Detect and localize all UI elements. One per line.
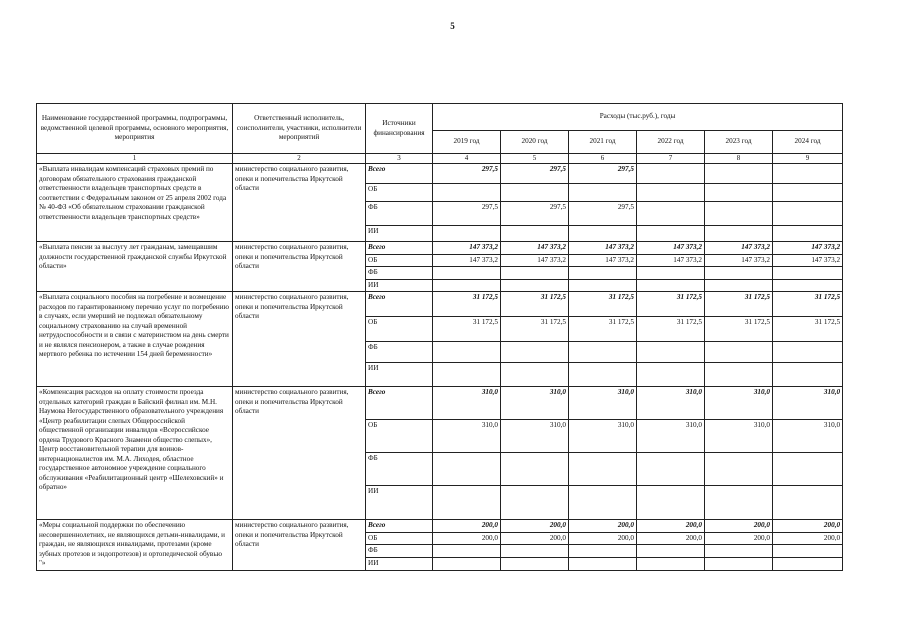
- funding-source-cell: ИИ: [366, 486, 433, 520]
- expense-value-cell: 297,5: [569, 202, 637, 226]
- expense-value-cell: [637, 545, 705, 558]
- header-program-name: Наименование государственной программы, подпрограммы, ведомственной целевой программы, основного мероприятия, мероприятия: [37, 104, 233, 154]
- program-name-cell: «Меры социальной поддержки по обеспечению несовершеннолетних, не являющихся детьми-инвалидами, и граждан, не являющихся инвалидами, протезами (кроме зубных протезов и эндопротезов) и ортопедической обувью "»: [37, 520, 233, 571]
- funding-source-cell: Всего: [366, 520, 433, 533]
- expense-value-cell: [705, 453, 773, 486]
- expense-value-cell: 200,0: [433, 532, 501, 545]
- funding-source-cell: ИИ: [366, 363, 433, 387]
- expense-value-cell: [433, 545, 501, 558]
- header-year-2020: 2020 год: [501, 131, 569, 154]
- expense-value-cell: [705, 184, 773, 202]
- expense-value-cell: 310,0: [569, 387, 637, 420]
- expense-value-cell: [705, 557, 773, 570]
- header-year-2019: 2019 год: [433, 131, 501, 154]
- expense-value-cell: 200,0: [773, 520, 843, 533]
- expense-value-cell: [433, 453, 501, 486]
- program-name-cell: «Выплата инвалидам компенсаций страховых премий по договорам обязательного страхования гражданской ответственности владельцев транспортных средств в соответствии с Федеральным законом от 25 апреля 2002 года № 40-ФЗ «Об обязательном страховании гражданской ответственности владельцев транспортных средств»: [37, 164, 233, 242]
- executor-cell: министерство социального развития, опеки и попечительства Иркутской области: [233, 164, 366, 242]
- expense-value-cell: 31 172,5: [637, 317, 705, 342]
- expense-value-cell: [569, 363, 637, 387]
- expense-value-cell: [569, 557, 637, 570]
- expense-value-cell: [773, 184, 843, 202]
- expense-value-cell: [433, 184, 501, 202]
- header-funding-source: Источники финансирования: [366, 104, 433, 154]
- expense-value-cell: [637, 486, 705, 520]
- expense-value-cell: 200,0: [773, 532, 843, 545]
- expense-value-cell: [773, 342, 843, 363]
- executor-cell: министерство социального развития, опеки и попечительства Иркутской области: [233, 387, 366, 520]
- expense-value-cell: 147 373,2: [705, 242, 773, 255]
- funding-source-cell: ОБ: [366, 317, 433, 342]
- expense-value-cell: [569, 453, 637, 486]
- expense-value-cell: 310,0: [433, 387, 501, 420]
- expense-value-cell: [433, 279, 501, 292]
- executor-cell: министерство социального развития, опеки и попечительства Иркутской области: [233, 242, 366, 292]
- expense-value-cell: [773, 363, 843, 387]
- expense-value-cell: [637, 184, 705, 202]
- expense-value-cell: 31 172,5: [501, 292, 569, 317]
- funding-source-cell: Всего: [366, 164, 433, 184]
- expense-value-cell: 147 373,2: [569, 254, 637, 267]
- expense-value-cell: 310,0: [501, 387, 569, 420]
- header-executor: Ответственный исполнитель, соисполнители, участники, исполнители мероприятий: [233, 104, 366, 154]
- expense-value-cell: [705, 164, 773, 184]
- expense-value-cell: 31 172,5: [773, 292, 843, 317]
- expense-value-cell: [637, 453, 705, 486]
- funding-source-cell: ОБ: [366, 254, 433, 267]
- expense-value-cell: [501, 453, 569, 486]
- funding-source-cell: ОБ: [366, 532, 433, 545]
- funding-source-cell: ОБ: [366, 420, 433, 453]
- table-row: [37, 292, 843, 317]
- expense-value-cell: 310,0: [705, 420, 773, 453]
- expense-value-cell: 31 172,5: [501, 317, 569, 342]
- column-number: 6: [569, 154, 637, 164]
- expense-value-cell: 31 172,5: [433, 317, 501, 342]
- expense-value-cell: 31 172,5: [705, 317, 773, 342]
- funding-source-cell: ИИ: [366, 557, 433, 570]
- expense-value-cell: 310,0: [433, 420, 501, 453]
- column-number: 1: [37, 154, 233, 164]
- expense-value-cell: 31 172,5: [637, 292, 705, 317]
- funding-source-cell: Всего: [366, 242, 433, 255]
- expense-value-cell: [637, 267, 705, 280]
- expense-value-cell: 200,0: [637, 532, 705, 545]
- expense-value-cell: [637, 202, 705, 226]
- expense-value-cell: 200,0: [501, 532, 569, 545]
- program-name-cell: «Выплата социального пособия на погребение и возмещение расходов по гарантированному перечню услуг по погребению в случаях, если умерший не подлежал обязательному социальному страхованию на случай временной нетрудоспособности и в связи с материнством на день смерти и не являлся пенсионером, а также в случае рождения мертвого ребенка по истечении 154 дней беременности»: [37, 292, 233, 387]
- expense-value-cell: 200,0: [501, 520, 569, 533]
- expense-value-cell: [569, 545, 637, 558]
- expense-value-cell: [433, 363, 501, 387]
- expense-value-cell: 310,0: [705, 387, 773, 420]
- executor-cell: министерство социального развития, опеки и попечительства Иркутской области: [233, 292, 366, 387]
- expense-value-cell: [773, 164, 843, 184]
- expense-value-cell: 200,0: [637, 520, 705, 533]
- expense-value-cell: [433, 226, 501, 242]
- expense-value-cell: 297,5: [569, 164, 637, 184]
- expense-value-cell: [637, 363, 705, 387]
- table-row: [37, 520, 843, 533]
- column-number: 9: [773, 154, 843, 164]
- expense-value-cell: 310,0: [569, 420, 637, 453]
- expense-value-cell: 147 373,2: [569, 242, 637, 255]
- expense-value-cell: [705, 202, 773, 226]
- expense-value-cell: 200,0: [569, 520, 637, 533]
- funding-source-cell: ФБ: [366, 545, 433, 558]
- expense-value-cell: 200,0: [705, 520, 773, 533]
- expense-value-cell: [637, 164, 705, 184]
- expense-value-cell: [501, 226, 569, 242]
- expense-value-cell: [705, 545, 773, 558]
- expense-value-cell: 31 172,5: [705, 292, 773, 317]
- expense-value-cell: 310,0: [773, 387, 843, 420]
- expense-value-cell: [773, 486, 843, 520]
- expense-value-cell: 147 373,2: [773, 242, 843, 255]
- expense-value-cell: [433, 267, 501, 280]
- expense-value-cell: 147 373,2: [501, 242, 569, 255]
- expense-value-cell: [773, 267, 843, 280]
- expense-value-cell: 310,0: [637, 420, 705, 453]
- program-name-cell: «Компенсация расходов на оплату стоимости проезда отдельных категорий граждан в Байский филиал им. М.Н. Наумова Негосударственного образовательного учреждения «Центр реабилитации слепых Общероссийской общественной организации инвалидов «Всероссийское ордена Трудового Красного Знамени общество слепых», Центр восстановительной терапии для воинов-интернационалистов им. М.А. Лиходея, областное государственное автономное учреждение социального обслуживания «Реабилитационный центр «Шелеховский» и обратно»: [37, 387, 233, 520]
- expense-value-cell: [501, 267, 569, 280]
- expense-value-cell: [705, 279, 773, 292]
- expense-value-cell: 147 373,2: [773, 254, 843, 267]
- expense-value-cell: [773, 557, 843, 570]
- table-row: [37, 387, 843, 420]
- expense-value-cell: [569, 342, 637, 363]
- expense-value-cell: [501, 184, 569, 202]
- expense-value-cell: [501, 545, 569, 558]
- expense-value-cell: [433, 557, 501, 570]
- header-year-2022: 2022 год: [637, 131, 705, 154]
- funding-source-cell: ФБ: [366, 202, 433, 226]
- header-expenses: Расходы (тыс.руб.), годы: [433, 104, 843, 131]
- column-number: 2: [233, 154, 366, 164]
- budget-table: [36, 103, 843, 571]
- expense-value-cell: 31 172,5: [569, 317, 637, 342]
- table-row: [37, 242, 843, 255]
- expense-value-cell: [637, 279, 705, 292]
- column-number: 3: [366, 154, 433, 164]
- column-number: 7: [637, 154, 705, 164]
- funding-source-cell: ИИ: [366, 279, 433, 292]
- expense-value-cell: [705, 342, 773, 363]
- expense-value-cell: [569, 279, 637, 292]
- expense-value-cell: [637, 557, 705, 570]
- header-year-2021: 2021 год: [569, 131, 637, 154]
- column-number: 4: [433, 154, 501, 164]
- expense-value-cell: 31 172,5: [773, 317, 843, 342]
- expense-value-cell: 200,0: [705, 532, 773, 545]
- executor-cell: министерство социального развития, опеки и попечительства Иркутской области: [233, 520, 366, 571]
- column-number: 5: [501, 154, 569, 164]
- column-number-row: [37, 154, 843, 164]
- expense-value-cell: [773, 545, 843, 558]
- expense-value-cell: [569, 267, 637, 280]
- header-year-2024: 2024 год: [773, 131, 843, 154]
- expense-value-cell: 147 373,2: [705, 254, 773, 267]
- expense-value-cell: 310,0: [637, 387, 705, 420]
- program-name-cell: «Выплата пенсии за выслугу лет гражданам, замещавшим должности государственной гражданской службы Иркутской области»: [37, 242, 233, 292]
- expense-value-cell: 297,5: [433, 164, 501, 184]
- expense-value-cell: [637, 342, 705, 363]
- expense-value-cell: 200,0: [433, 520, 501, 533]
- expense-value-cell: [773, 453, 843, 486]
- page-number: 5: [450, 21, 455, 31]
- expense-value-cell: 147 373,2: [433, 242, 501, 255]
- expense-value-cell: 147 373,2: [501, 254, 569, 267]
- funding-source-cell: ФБ: [366, 342, 433, 363]
- funding-source-cell: ИИ: [366, 226, 433, 242]
- expense-value-cell: 200,0: [569, 532, 637, 545]
- header-year-2023: 2023 год: [705, 131, 773, 154]
- funding-source-cell: ФБ: [366, 267, 433, 280]
- expense-value-cell: [637, 226, 705, 242]
- expense-value-cell: [501, 279, 569, 292]
- expense-value-cell: [569, 184, 637, 202]
- expense-value-cell: [501, 486, 569, 520]
- expense-value-cell: [569, 226, 637, 242]
- funding-source-cell: ФБ: [366, 453, 433, 486]
- expense-value-cell: [569, 486, 637, 520]
- expense-value-cell: 297,5: [433, 202, 501, 226]
- funding-source-cell: ОБ: [366, 184, 433, 202]
- expense-value-cell: 310,0: [501, 420, 569, 453]
- expense-value-cell: 147 373,2: [637, 242, 705, 255]
- table-row: [37, 164, 843, 184]
- expense-value-cell: 297,5: [501, 202, 569, 226]
- expense-value-cell: [705, 226, 773, 242]
- expense-value-cell: 147 373,2: [433, 254, 501, 267]
- expense-value-cell: [433, 342, 501, 363]
- expense-value-cell: [433, 486, 501, 520]
- expense-value-cell: 297,5: [501, 164, 569, 184]
- expense-value-cell: 31 172,5: [433, 292, 501, 317]
- expense-value-cell: [501, 342, 569, 363]
- expense-value-cell: [705, 363, 773, 387]
- expense-value-cell: 147 373,2: [637, 254, 705, 267]
- expense-value-cell: [773, 226, 843, 242]
- expense-value-cell: [501, 557, 569, 570]
- expense-value-cell: 31 172,5: [569, 292, 637, 317]
- expense-value-cell: [773, 279, 843, 292]
- expense-value-cell: [705, 486, 773, 520]
- expense-value-cell: [773, 202, 843, 226]
- column-number: 8: [705, 154, 773, 164]
- expense-value-cell: [501, 363, 569, 387]
- expense-value-cell: [705, 267, 773, 280]
- funding-source-cell: Всего: [366, 387, 433, 420]
- funding-source-cell: Всего: [366, 292, 433, 317]
- expense-value-cell: 310,0: [773, 420, 843, 453]
